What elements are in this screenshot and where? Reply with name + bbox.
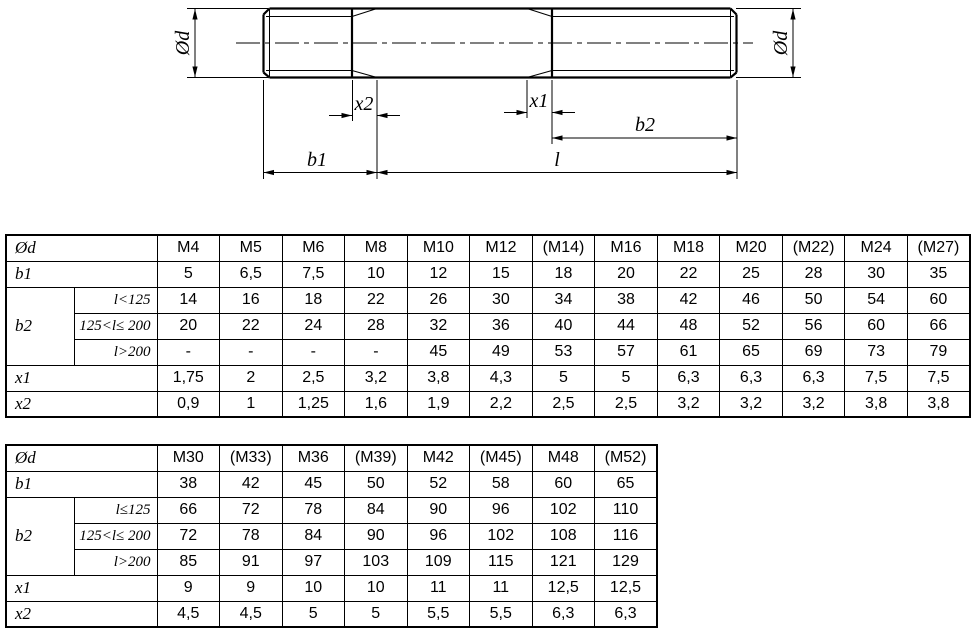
value-cell: 1,25 <box>282 391 345 417</box>
column-header-cell: M36 <box>282 445 345 471</box>
value-cell: 10 <box>282 575 345 601</box>
column-header-cell: M24 <box>845 235 908 261</box>
value-cell: 121 <box>532 549 595 575</box>
value-cell: 16 <box>220 287 283 313</box>
value-cell: 44 <box>595 313 658 339</box>
value-cell: 46 <box>720 287 783 313</box>
b2-condition-label: 125<l≤ 200 <box>74 523 157 549</box>
value-cell: 6,3 <box>782 365 845 391</box>
value-cell: 78 <box>282 497 345 523</box>
value-cell: 18 <box>532 261 595 287</box>
value-cell: 115 <box>470 549 533 575</box>
value-cell: - <box>345 339 408 365</box>
row-label-b2: b2 <box>6 497 74 575</box>
dimension-table-m4-m27 <box>5 234 971 418</box>
value-cell: 12,5 <box>532 575 595 601</box>
value-cell: 30 <box>470 287 533 313</box>
value-cell: 96 <box>407 523 470 549</box>
value-cell: 5 <box>157 261 220 287</box>
value-cell: 20 <box>595 261 658 287</box>
value-cell: 6,3 <box>720 365 783 391</box>
value-cell: 102 <box>470 523 533 549</box>
value-cell: 3,8 <box>907 391 970 417</box>
column-header-cell: M48 <box>532 445 595 471</box>
table-row <box>6 365 970 391</box>
value-cell: 69 <box>782 339 845 365</box>
value-cell: 42 <box>657 287 720 313</box>
value-cell: 38 <box>157 471 220 497</box>
column-header-cell: M12 <box>470 235 533 261</box>
value-cell: 6,5 <box>220 261 283 287</box>
row-label-x1: x1 <box>6 365 157 391</box>
value-cell: 4,3 <box>470 365 533 391</box>
value-cell: 25 <box>720 261 783 287</box>
table-row <box>6 497 657 523</box>
value-cell: 2,5 <box>532 391 595 417</box>
b1-label: b1 <box>307 149 327 171</box>
value-cell: 57 <box>595 339 658 365</box>
extension-lines <box>187 9 801 180</box>
value-cell: 109 <box>407 549 470 575</box>
value-cell: 6,3 <box>595 601 658 627</box>
table-row <box>6 235 970 261</box>
value-cell: 42 <box>220 471 283 497</box>
value-cell: 34 <box>532 287 595 313</box>
value-cell: 40 <box>532 313 595 339</box>
value-cell: - <box>220 339 283 365</box>
value-cell: 79 <box>907 339 970 365</box>
table-row <box>6 549 657 575</box>
table-row <box>6 523 657 549</box>
value-cell: 24 <box>282 313 345 339</box>
value-cell: 3,2 <box>782 391 845 417</box>
value-cell: 30 <box>845 261 908 287</box>
value-cell: 102 <box>532 497 595 523</box>
column-header-cell: M20 <box>720 235 783 261</box>
value-cell: 32 <box>407 313 470 339</box>
row-label-diameter: Ød <box>6 445 157 471</box>
value-cell: 22 <box>657 261 720 287</box>
table-row <box>6 261 970 287</box>
value-cell: 54 <box>845 287 908 313</box>
row-label-diameter: Ød <box>6 235 157 261</box>
value-cell: 72 <box>220 497 283 523</box>
value-cell: - <box>282 339 345 365</box>
column-header-cell: M30 <box>157 445 220 471</box>
value-cell: 60 <box>907 287 970 313</box>
b2-condition-label: l≤125 <box>74 497 157 523</box>
value-cell: 3,2 <box>657 391 720 417</box>
value-cell: 14 <box>157 287 220 313</box>
value-cell: 84 <box>345 497 408 523</box>
value-cell: 4,5 <box>157 601 220 627</box>
value-cell: 3,2 <box>345 365 408 391</box>
value-cell: 78 <box>220 523 283 549</box>
column-header-cell: M4 <box>157 235 220 261</box>
stud-technical-drawing <box>0 0 977 200</box>
b2-label: b2 <box>635 114 655 136</box>
value-cell: 7,5 <box>845 365 908 391</box>
value-cell: 11 <box>407 575 470 601</box>
value-cell: 15 <box>470 261 533 287</box>
value-cell: 66 <box>907 313 970 339</box>
value-cell: 73 <box>845 339 908 365</box>
value-cell: 72 <box>157 523 220 549</box>
value-cell: 3,8 <box>407 365 470 391</box>
value-cell: 10 <box>345 575 408 601</box>
column-header-cell: (M14) <box>532 235 595 261</box>
value-cell: 85 <box>157 549 220 575</box>
value-cell: 110 <box>595 497 658 523</box>
value-cell: 52 <box>720 313 783 339</box>
value-cell: 91 <box>220 549 283 575</box>
value-cell: 7,5 <box>282 261 345 287</box>
value-cell: 6,3 <box>532 601 595 627</box>
row-label-x2: x2 <box>6 391 157 417</box>
value-cell: 90 <box>345 523 408 549</box>
value-cell: 2,5 <box>282 365 345 391</box>
table-row <box>6 445 657 471</box>
value-cell: 6,3 <box>657 365 720 391</box>
value-cell: 3,8 <box>845 391 908 417</box>
column-header-cell: (M33) <box>220 445 283 471</box>
value-cell: 90 <box>407 497 470 523</box>
value-cell: 20 <box>157 313 220 339</box>
value-cell: 4,5 <box>220 601 283 627</box>
value-cell: 129 <box>595 549 658 575</box>
value-cell: 26 <box>407 287 470 313</box>
table-row <box>6 287 970 313</box>
value-cell: 1,75 <box>157 365 220 391</box>
table-row <box>6 575 657 601</box>
value-cell: 2 <box>220 365 283 391</box>
column-header-cell: (M22) <box>782 235 845 261</box>
value-cell: 65 <box>720 339 783 365</box>
table-row <box>6 391 970 417</box>
value-cell: 50 <box>345 471 408 497</box>
table-row <box>6 601 657 627</box>
value-cell: 22 <box>345 287 408 313</box>
row-label-b1: b1 <box>6 261 157 287</box>
value-cell: 56 <box>782 313 845 339</box>
row-label-b2: b2 <box>6 287 74 365</box>
column-header-cell: M16 <box>595 235 658 261</box>
table-row <box>6 471 657 497</box>
diameter-label-left: Ød <box>172 30 194 56</box>
value-cell: 52 <box>407 471 470 497</box>
value-cell: 36 <box>470 313 533 339</box>
value-cell: 9 <box>157 575 220 601</box>
value-cell: 48 <box>657 313 720 339</box>
value-cell: 2,2 <box>470 391 533 417</box>
value-cell: 11 <box>470 575 533 601</box>
value-cell: 5,5 <box>470 601 533 627</box>
row-label-x2: x2 <box>6 601 157 627</box>
value-cell: 35 <box>907 261 970 287</box>
value-cell: 12 <box>407 261 470 287</box>
value-cell: 5 <box>595 365 658 391</box>
value-cell: 0,9 <box>157 391 220 417</box>
value-cell: 1,6 <box>345 391 408 417</box>
column-header-cell: M8 <box>345 235 408 261</box>
value-cell: 45 <box>407 339 470 365</box>
value-cell: 28 <box>345 313 408 339</box>
value-cell: 49 <box>470 339 533 365</box>
value-cell: 2,5 <box>595 391 658 417</box>
column-header-cell: M6 <box>282 235 345 261</box>
length-label: l <box>554 149 560 171</box>
column-header-cell: M5 <box>220 235 283 261</box>
value-cell: 28 <box>782 261 845 287</box>
column-header-cell: (M27) <box>907 235 970 261</box>
dimension-lines <box>192 9 795 175</box>
value-cell: 22 <box>220 313 283 339</box>
value-cell: 18 <box>282 287 345 313</box>
row-label-b1: b1 <box>6 471 157 497</box>
value-cell: 5 <box>345 601 408 627</box>
column-header-cell: M10 <box>407 235 470 261</box>
value-cell: 45 <box>282 471 345 497</box>
value-cell: 84 <box>282 523 345 549</box>
value-cell: - <box>157 339 220 365</box>
column-header-cell: M42 <box>407 445 470 471</box>
table-row <box>6 313 970 339</box>
value-cell: 5,5 <box>407 601 470 627</box>
value-cell: 96 <box>470 497 533 523</box>
column-header-cell: (M52) <box>595 445 658 471</box>
value-cell: 12,5 <box>595 575 658 601</box>
value-cell: 66 <box>157 497 220 523</box>
value-cell: 60 <box>532 471 595 497</box>
value-cell: 1,9 <box>407 391 470 417</box>
value-cell: 58 <box>470 471 533 497</box>
column-header-cell: (M39) <box>345 445 408 471</box>
value-cell: 65 <box>595 471 658 497</box>
value-cell: 108 <box>532 523 595 549</box>
value-cell: 5 <box>532 365 595 391</box>
value-cell: 1 <box>220 391 283 417</box>
value-cell: 7,5 <box>907 365 970 391</box>
value-cell: 53 <box>532 339 595 365</box>
value-cell: 116 <box>595 523 658 549</box>
value-cell: 3,2 <box>720 391 783 417</box>
column-header-cell: (M45) <box>470 445 533 471</box>
b2-condition-label: l>200 <box>74 549 157 575</box>
table-row <box>6 339 970 365</box>
row-label-x1: x1 <box>6 575 157 601</box>
value-cell: 61 <box>657 339 720 365</box>
b2-condition-label: l<125 <box>74 287 157 313</box>
value-cell: 9 <box>220 575 283 601</box>
b2-condition-label: l>200 <box>74 339 157 365</box>
column-header-cell: M18 <box>657 235 720 261</box>
diameter-label-right: Ød <box>770 30 792 56</box>
value-cell: 103 <box>345 549 408 575</box>
value-cell: 10 <box>345 261 408 287</box>
b2-condition-label: 125<l≤ 200 <box>74 313 157 339</box>
value-cell: 97 <box>282 549 345 575</box>
x1-label: x1 <box>529 90 549 112</box>
x2-label: x2 <box>354 93 374 115</box>
value-cell: 5 <box>282 601 345 627</box>
dimension-table-m30-m52 <box>5 444 658 628</box>
value-cell: 50 <box>782 287 845 313</box>
value-cell: 38 <box>595 287 658 313</box>
value-cell: 60 <box>845 313 908 339</box>
